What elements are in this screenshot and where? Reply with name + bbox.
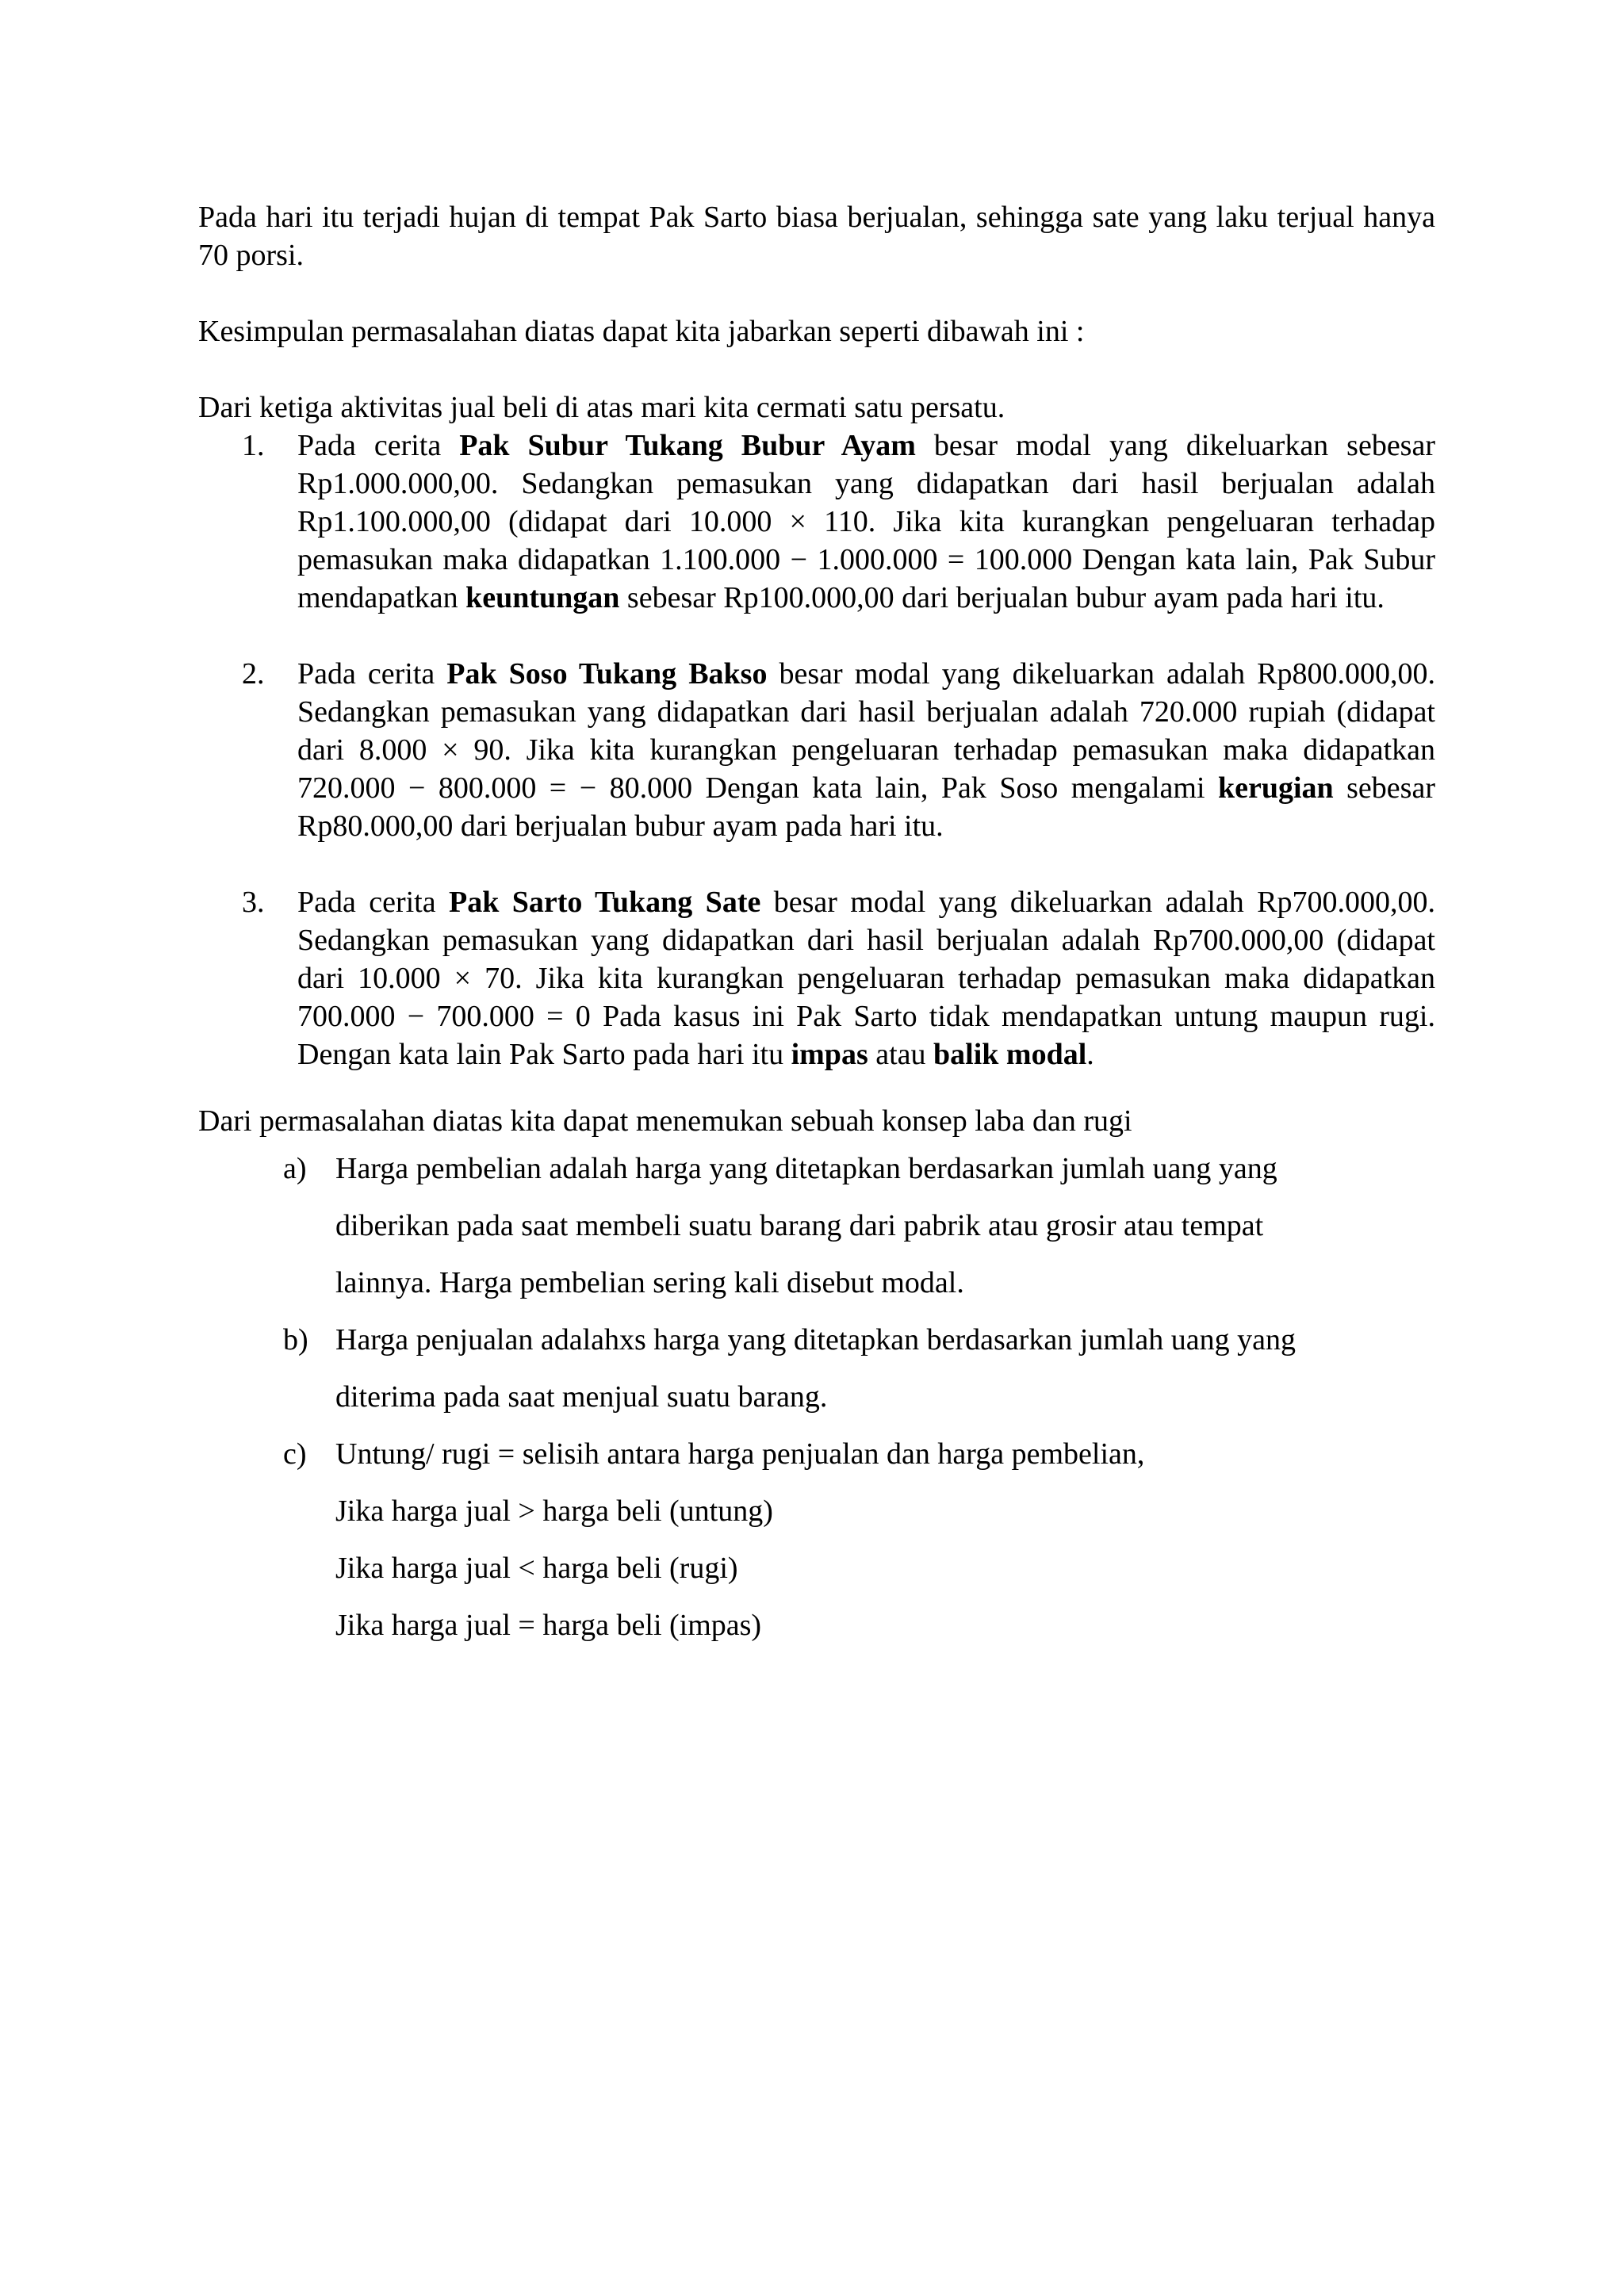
case-result: keuntungan (465, 581, 620, 614)
case-item (198, 427, 1435, 617)
concept-label: b) (283, 1323, 308, 1357)
lead-in-paragraph: Dari ketiga aktivitas jual beli di atas mari kita cermati satu persatu. (198, 391, 1005, 424)
concept-line: Harga penjualan adalahxs harga yang ditetapkan berdasarkan jumlah uang yang (335, 1323, 1296, 1357)
case-text: . (1086, 1038, 1094, 1071)
concept-item (198, 1140, 1443, 1311)
case-text: atau (868, 1038, 934, 1071)
spacer (198, 1073, 1435, 1102)
case-text: Pada cerita (297, 886, 449, 919)
case-result: balik modal (933, 1038, 1087, 1071)
concept-heading: Dari permasalahan diatas kita dapat menemukan sebuah konsep laba dan rugi (198, 1104, 1132, 1138)
case-text: sebesar Rp80.000,00 dari berjualan bubur ayam pada hari itu. (297, 771, 1435, 843)
case-item (198, 655, 1435, 845)
case-number: 2. (242, 657, 265, 691)
case-item (198, 883, 1435, 1073)
case-result: kerugian (1217, 771, 1334, 805)
concept-label: a) (283, 1152, 307, 1185)
case-number: 1. (242, 429, 265, 462)
concept-item (198, 1425, 1443, 1654)
concept-line: Harga pembelian adalah harga yang ditetapkan berdasarkan jumlah uang yang (335, 1152, 1277, 1185)
concept-line: lainnya. Harga pembelian sering kali disebut modal. (335, 1266, 964, 1299)
concept-line: Jika harga jual < harga beli (rugi) (335, 1552, 738, 1585)
case-result: impas (791, 1038, 868, 1071)
spacer (198, 350, 1435, 388)
concept-line: Jika harga jual > harga beli (untung) (335, 1494, 773, 1528)
concept-line: Jika harga jual = harga beli (impas) (335, 1609, 762, 1642)
intro-paragraph: Pada hari itu terjadi hujan di tempat Pak Sarto biasa berjualan, sehingga sate yang laku terjual hanya 70 porsi. (198, 201, 1435, 272)
case-text: Pada cerita (297, 429, 460, 462)
concept-item (198, 1311, 1443, 1425)
summary-paragraph: Kesimpulan permasalahan diatas dapat kita jabarkan seperti dibawah ini : (198, 315, 1085, 348)
document-page (198, 198, 1435, 1654)
case-list (198, 427, 1435, 1073)
spacer (198, 274, 1435, 312)
concept-line: diterima pada saat menjual suatu barang. (335, 1380, 828, 1414)
concept-line: diberikan pada saat membeli suatu barang dari pabrik atau grosir atau tempat (335, 1209, 1264, 1242)
case-text: sebesar Rp100.000,00 dari berjualan bubur ayam pada hari itu. (619, 581, 1385, 614)
case-text: besar modal yang dikeluarkan sebesar Rp1.000.000,00. Sedangkan pemasukan yang didapatkan dari hasil berjualan adalah Rp1.100.000,00 (didapat dari 10.000 × 110. Jika kita kurangkan pengeluaran terhadap pemasukan maka didapatkan 1.100.000 − 1.000.000 = 100.000 Dengan kata lain, Pak Subur mendapatkan (297, 429, 1435, 614)
concept-list (198, 1140, 1435, 1654)
case-seller-name: Pak Sarto Tukang Sate (448, 886, 761, 919)
case-number: 3. (242, 886, 265, 919)
case-text: besar modal yang dikeluarkan adalah Rp700.000,00. Sedangkan pemasukan yang didapatkan dari hasil berjualan adalah Rp700.000,00 (didapat dari 10.000 × 70. Jika kita kurangkan pengeluaran terhadap pemasukan maka didapatkan 700.000 − 700.000 = 0 Pada kasus ini Pak Sarto tidak mendapatkan untung maupun rugi. Dengan kata lain Pak Sarto pada hari itu (297, 886, 1435, 1071)
case-seller-name: Pak Subur Tukang Bubur Ayam (459, 429, 916, 462)
case-text: besar modal yang dikeluarkan adalah Rp800.000,00. Sedangkan pemasukan yang didapatkan dari hasil berjualan adalah 720.000 rupiah (didapat dari 8.000 × 90. Jika kita kurangkan pengeluaran terhadap pemasukan maka didapatkan 720.000 − 800.000 = − 80.000 Dengan kata lain, Pak Soso mengalami (297, 657, 1435, 805)
case-seller-name: Pak Soso Tukang Bakso (446, 657, 768, 691)
concept-line: Untung/ rugi = selisih antara harga penjualan dan harga pembelian, (335, 1437, 1145, 1471)
case-text: Pada cerita (297, 657, 447, 691)
concept-label: c) (283, 1437, 307, 1471)
